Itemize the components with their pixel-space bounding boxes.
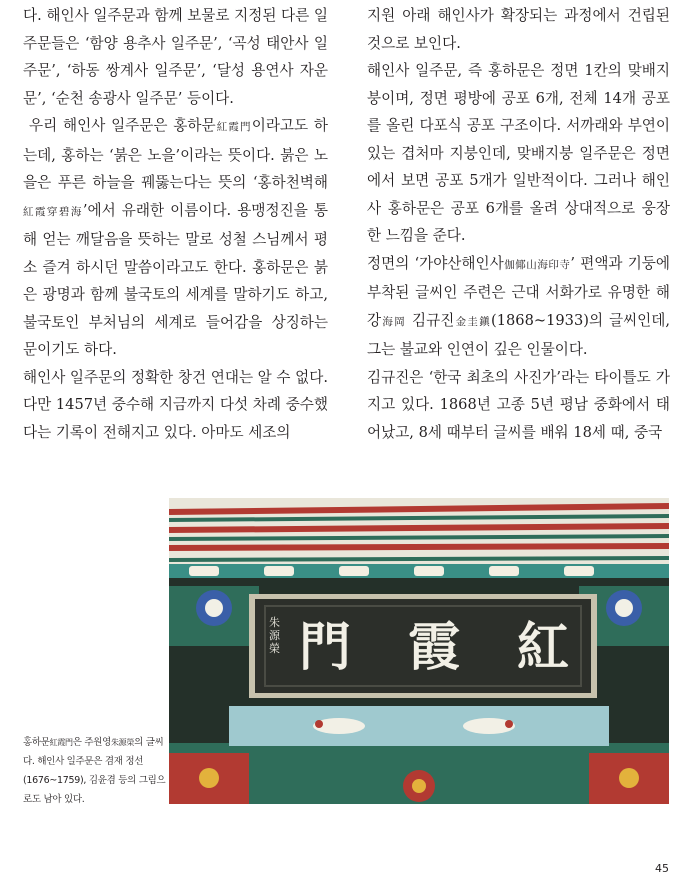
text-run: 홍하문 (23, 737, 50, 748)
paragraph: 해인사 일주문, 즉 홍하문은 정면 1칸의 맞배지붕이며, 정면 평방에 공포 6개, 전체 14개 공포를 올린 다포식 공포 구조이다. 서까래와 부연이 있는 겹처마 지붕인데, 맞배지붕 일주문은 정면에서 보면 공포 5개가 일반적이다. 그러나 해인사 홍하문은 공포 6개를 올려 상대적으로 웅장한 느낌을 준다. (367, 62, 670, 244)
text-run: 이라고도 하는데, 홍하는 ‘붉은 노을’이라는 뜻이다. 붉은 노을은 푸른 하늘을 꿰뚫는다는 뜻의 ‘홍하천벽해 (23, 117, 329, 191)
paragraph (367, 250, 670, 364)
hanja-annotation: 金圭鎭 (454, 315, 492, 328)
plaque-character: 紅 (516, 617, 569, 678)
plaque-text (299, 616, 569, 680)
hanja-annotation: 紅霞門 (215, 121, 252, 133)
plaque-signature: 朱源榮 (269, 616, 280, 655)
text-run: ’에서 유래한 이름이다. 용맹정진을 통해 얻는 깨달음을 뜻하는 말로 성철 스님께서 평소 즐겨 하시던 말씀이라고도 한다. 홍하문은 붉은 광명과 함께 불국토의 세계를 말하기도 하고, 불국토인 부처님의 세계로 들어감을 상징하는 문이기도 하다. (23, 201, 328, 358)
right-text-column (367, 2, 670, 446)
text-run: 정면의 ‘가야산해인사 (367, 254, 504, 272)
paragraph: 다. 해인사 일주문과 함께 보물로 지정된 다른 일주문들은 ‘함양 용추사 일주문’, ‘곡성 태안사 일주문’, ‘하동 쌍계사 일주문’, ‘달성 용연사 자운문’, ‘순천 송광사 일주문’ 등이다. (23, 7, 328, 107)
hanja-annotation: 伽倻山海印寺 (503, 258, 571, 271)
paragraph (23, 112, 328, 364)
page-number: 45 (655, 862, 669, 875)
paragraph: 해인사 일주문의 정확한 창건 연대는 알 수 없다. 다만 1457년 중수해 지금까지 다섯 차례 중수했다는 기록이 전해지고 있다. 아마도 세조의 (23, 368, 328, 441)
hanja-annotation: 海岡 (381, 315, 407, 328)
hanja-annotation: 紅霞穿碧海 (23, 205, 83, 218)
paragraph: 김규진은 ‘한국 최초의 사진가’라는 타이틀도 가지고 있다. 1868년 고종 5년 평남 중화에서 태어났고, 8세 때부터 글씨를 배워 18세 때, 중국 (367, 368, 670, 441)
left-text-column (23, 2, 328, 446)
text-run: 우리 해인사 일주문은 홍하문 (29, 117, 216, 134)
text-run: 은 주원영 (72, 737, 111, 748)
text-run: (1868~1933)의 글씨인데, 그는 불교와 인연이 깊은 인물이다. (367, 311, 671, 358)
plaque-character: 門 (299, 617, 352, 678)
paragraph: 지원 아래 해인사가 확장되는 과정에서 건립된 것으로 보인다. (367, 7, 670, 52)
hanja-annotation: 朱源榮 (110, 738, 135, 747)
text-run: ’ 편액과 기둥에 부착된 글씨인 주련은 근대 서화가로 유명한 해강 (367, 254, 670, 329)
text-run: 김규진 (406, 311, 455, 329)
photo-caption (23, 733, 169, 809)
hanja-annotation: 紅霞門 (49, 738, 73, 747)
gate-plaque-photo (169, 498, 669, 804)
text-run: 의 글씨다. 해인사 일주문은 겸재 정선(1676~1759), 김윤겸 등의 그림으로도 남아 있다. (23, 737, 166, 805)
plaque-character: 霞 (407, 617, 460, 678)
